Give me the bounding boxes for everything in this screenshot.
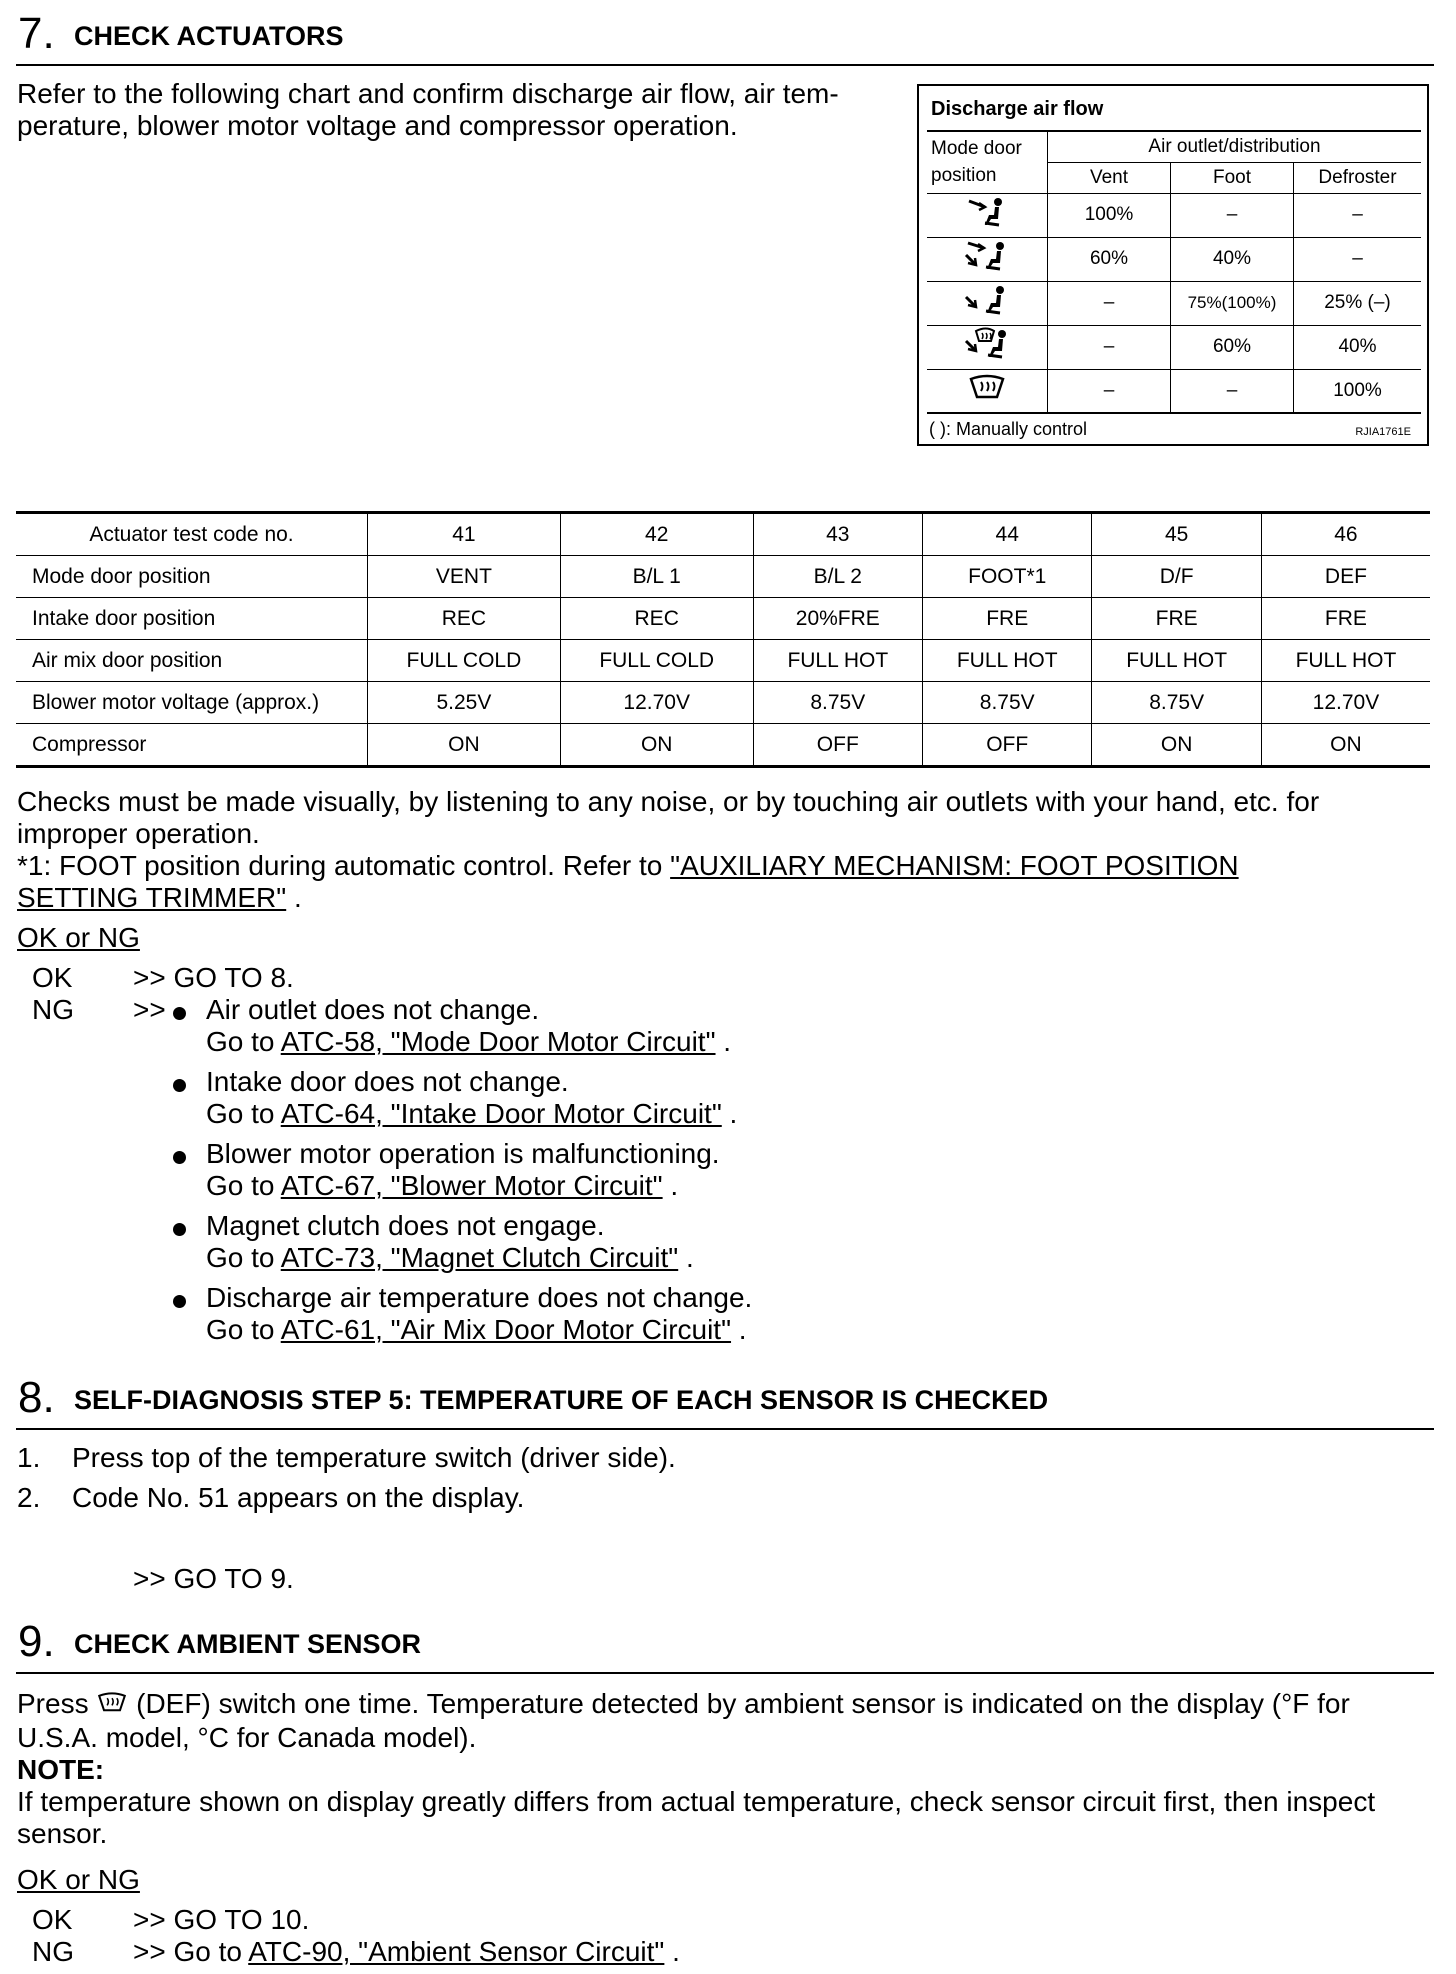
table-cell: DEF <box>1261 556 1430 598</box>
flow-cell: 40% <box>1294 325 1422 369</box>
mode-door-position-header: Mode door position <box>927 131 1048 193</box>
table-cell: ON <box>560 724 753 767</box>
list-item: 1. <box>17 1442 41 1473</box>
table-cell: OFF <box>923 724 1092 767</box>
table-cell: ON <box>1261 724 1430 767</box>
foot-mode-icon <box>927 281 1048 325</box>
ambient-sensor-link[interactable]: ATC-90, "Ambient Sensor Circuit" <box>248 1936 665 1967</box>
table-cell: FULL HOT <box>1092 640 1261 682</box>
checks-line-2: improper operation. <box>17 818 260 849</box>
ok-action: >> GO TO 10. <box>133 1904 310 1935</box>
col-defroster: Defroster <box>1294 162 1422 193</box>
table-cell: FULL HOT <box>1261 640 1430 682</box>
table-cell: REC <box>560 598 753 640</box>
foot-defrost-mode-icon <box>927 325 1048 369</box>
flow-cell: 40% <box>1171 237 1294 281</box>
table-row <box>16 556 1430 598</box>
flow-row <box>927 325 1421 369</box>
table-header-cell: Actuator test code no. <box>16 513 368 556</box>
step-7-intro <box>17 78 839 142</box>
table-cell: Intake door position <box>16 598 368 640</box>
blower-motor-link[interactable]: ATC-67, "Blower Motor Circuit" <box>280 1170 663 1201</box>
air-outlet-header: Air outlet/distribution <box>1048 131 1422 162</box>
flow-cell: – <box>1294 237 1422 281</box>
aux-mechanism-link[interactable]: "AUXILIARY MECHANISM: FOOT POSITION <box>670 850 1239 881</box>
table-header-cell: 42 <box>560 513 753 556</box>
ok-label: OK <box>32 962 73 993</box>
table-header-cell: 44 <box>923 513 1092 556</box>
aux-mechanism-link-cont[interactable]: SETTING TRIMMER" <box>17 882 287 913</box>
vent-mode-icon <box>927 193 1048 237</box>
table-cell: VENT <box>368 556 561 598</box>
flow-cell: – <box>1048 325 1171 369</box>
table-header-cell: 41 <box>368 513 561 556</box>
flow-cell: 75%(100%) <box>1171 281 1294 325</box>
ng-label: NG <box>32 994 74 1025</box>
ok-or-ng-label: OK or NG <box>17 1864 140 1895</box>
table-cell: 12.70V <box>560 682 753 724</box>
actuator-test-table <box>16 511 1430 768</box>
step-7-header <box>16 9 1434 66</box>
table-cell: ON <box>368 724 561 767</box>
ok-or-ng-label: OK or NG <box>17 922 140 953</box>
bullet-icon <box>173 1079 186 1092</box>
list-item: 2. <box>17 1482 41 1513</box>
ng-arrow: >> <box>133 994 166 1025</box>
step-number: 8. <box>18 1373 55 1422</box>
table-cell: FULL COLD <box>368 640 561 682</box>
flow-cell: – <box>1171 369 1294 413</box>
footnote-1: *1: FOOT position during automatic control. Refer to "AUXILIARY MECHANISM: FOOT POSITION <box>17 850 1239 881</box>
list-item-text: Code No. 51 appears on the display. <box>72 1482 525 1513</box>
step-title: SELF-DIAGNOSIS STEP 5: TEMPERATURE OF EACH SENSOR IS CHECKED <box>74 1385 1049 1415</box>
table-cell: FRE <box>923 598 1092 640</box>
table-cell: 20%FRE <box>753 598 922 640</box>
table-cell: REC <box>368 598 561 640</box>
note-label: NOTE: <box>17 1753 105 1785</box>
table-cell: OFF <box>753 724 922 767</box>
step-9-header <box>16 1617 1434 1674</box>
step-number: 7. <box>18 9 55 58</box>
table-row <box>16 724 1430 767</box>
step-8-go: >> GO TO 9. <box>133 1563 294 1594</box>
col-foot: Foot <box>1171 162 1294 193</box>
bullet-icon <box>173 1223 186 1236</box>
flow-cell: 25% (–) <box>1294 281 1422 325</box>
step-title: CHECK ACTUATORS <box>74 21 344 51</box>
table-header-cell: 46 <box>1261 513 1430 556</box>
defrost-mode-icon <box>927 369 1048 413</box>
flow-cell: 60% <box>1171 325 1294 369</box>
step-8-header <box>16 1373 1434 1430</box>
flow-title: Discharge air flow <box>931 98 1104 120</box>
table-cell: Mode door position <box>16 556 368 598</box>
magnet-clutch-link[interactable]: ATC-73, "Magnet Clutch Circuit" <box>280 1242 679 1273</box>
table-cell: D/F <box>1092 556 1261 598</box>
ng-label: NG <box>32 1936 74 1967</box>
bullet-icon <box>173 1151 186 1164</box>
discharge-air-flow-figure <box>917 84 1429 446</box>
table-cell: Blower motor voltage (approx.) <box>16 682 368 724</box>
intake-door-motor-link[interactable]: ATC-64, "Intake Door Motor Circuit" <box>280 1098 722 1129</box>
table-header-cell: 45 <box>1092 513 1261 556</box>
table-cell: FRE <box>1092 598 1261 640</box>
table-cell: FOOT*1 <box>923 556 1092 598</box>
col-vent: Vent <box>1048 162 1171 193</box>
ng-action: >> Go to ATC-90, "Ambient Sensor Circuit" . <box>133 1936 680 1967</box>
bullet-icon <box>173 1295 186 1308</box>
checks-paragraph: Checks must be made visually, by listening to any noise, or by touching air outlets with your hand, etc. for improper operation. *1: FOOT position during automatic control. Refer to "AUXILIARY MECHANISM: FOOT POSITION SETTING TRIMMER" . <box>17 786 1320 913</box>
step-number: 9. <box>18 1617 55 1666</box>
flow-row <box>927 281 1421 325</box>
intro-line-1: Refer to the following chart and confirm discharge air flow, air tem- <box>17 78 839 109</box>
flow-row <box>927 369 1421 413</box>
table-cell: B/L 1 <box>560 556 753 598</box>
flow-row <box>927 237 1421 281</box>
table-cell: 12.70V <box>1261 682 1430 724</box>
table-header-cell: 43 <box>753 513 922 556</box>
table-cell: FULL HOT <box>753 640 922 682</box>
list-item-text: Press top of the temperature switch (driver side). <box>72 1442 676 1473</box>
table-cell: B/L 2 <box>753 556 922 598</box>
flow-cell: – <box>1048 281 1171 325</box>
mode-door-motor-link[interactable]: ATC-58, "Mode Door Motor Circuit" <box>280 1026 716 1057</box>
table-row <box>16 640 1430 682</box>
table-row <box>16 682 1430 724</box>
ok-action: >> GO TO 8. <box>133 962 294 993</box>
table-cell: Compressor <box>16 724 368 767</box>
table-row <box>16 598 1430 640</box>
table-header-row <box>16 513 1430 556</box>
flow-cell: 60% <box>1048 237 1171 281</box>
flow-cell: 100% <box>1294 369 1422 413</box>
defrost-icon <box>96 1690 128 1722</box>
table-cell: 8.75V <box>753 682 922 724</box>
table-cell: FRE <box>1261 598 1430 640</box>
ok-label: OK <box>32 1904 73 1935</box>
step-9-paragraph: Press (DEF) switch one time. Temperature detected by ambient sensor is indicated on the display (°F for U.S.A. model, °C for Canada model). NOTE: If temperature shown on display greatly differs from actual temperature, check sensor circuit first, then inspect sensor. <box>17 1688 1437 1850</box>
table-cell: ON <box>1092 724 1261 767</box>
step-title: CHECK AMBIENT SENSOR <box>74 1629 422 1659</box>
flow-cell: – <box>1171 193 1294 237</box>
flow-row <box>927 193 1421 237</box>
table-cell: 8.75V <box>1092 682 1261 724</box>
intro-line-2: perature, blower motor voltage and compressor operation. <box>17 110 738 141</box>
air-mix-door-motor-link[interactable]: ATC-61, "Air Mix Door Motor Circuit" <box>280 1314 732 1345</box>
flow-footnote: ( ): Manually control <box>929 419 1088 439</box>
checks-line-1: Checks must be made visually, by listening to any noise, or by touching air outlets with your hand, etc. for <box>17 786 1320 817</box>
bullet-icon <box>173 1007 186 1020</box>
bilevel-mode-icon <box>927 237 1048 281</box>
flow-cell: – <box>1294 193 1422 237</box>
table-cell: Air mix door position <box>16 640 368 682</box>
table-cell: FULL COLD <box>560 640 753 682</box>
table-cell: 5.25V <box>368 682 561 724</box>
discharge-air-flow-table <box>927 130 1421 414</box>
table-cell: 8.75V <box>923 682 1092 724</box>
table-cell: FULL HOT <box>923 640 1092 682</box>
figure-code: RJIA1761E <box>1355 426 1411 438</box>
flow-cell: – <box>1048 369 1171 413</box>
flow-cell: 100% <box>1048 193 1171 237</box>
